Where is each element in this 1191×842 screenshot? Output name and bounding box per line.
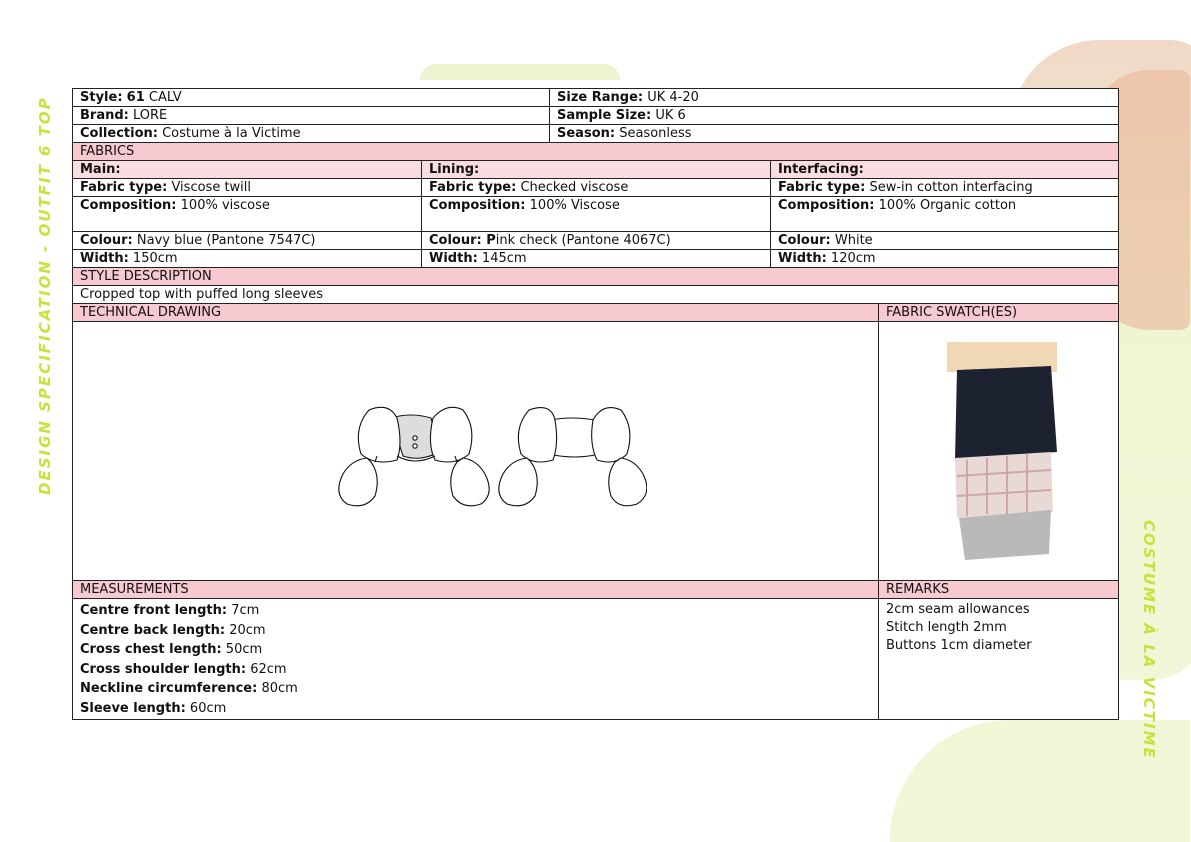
season-cell: Season: Seasonless xyxy=(550,125,1119,143)
fabric-swatch-area xyxy=(879,322,1119,581)
composition-main: Composition: 100% viscose xyxy=(73,197,422,232)
measurement-item: Cross shoulder length: 62cm xyxy=(80,661,287,677)
fabrics-header: FABRICS xyxy=(73,143,1119,161)
width-interfacing: Width: 120cm xyxy=(771,250,1119,268)
style-description-text: Cropped top with puffed long sleeves xyxy=(73,286,1119,304)
colour-lining: Colour: Pink check (Pantone 4067C) xyxy=(422,232,771,250)
fabric-lining-heading: Lining: xyxy=(422,161,771,179)
remark-item: Buttons 1cm diameter xyxy=(886,638,1032,653)
spec-sheet xyxy=(72,88,1118,720)
measurement-item: Centre front length: 7cm xyxy=(80,603,260,618)
fabric-swatches-header: FABRIC SWATCH(ES) xyxy=(879,304,1119,322)
measurements-header: MEASUREMENTS xyxy=(73,581,879,599)
remark-item: 2cm seam allowances xyxy=(886,602,1030,617)
spec-table xyxy=(72,88,1119,720)
measurements-list xyxy=(73,599,879,720)
fabric-interfacing-heading: Interfacing: xyxy=(771,161,1119,179)
remarks-list xyxy=(879,599,1119,720)
fabric-main-heading: Main: xyxy=(73,161,422,179)
fabric-type-main: Fabric type: Viscose twill xyxy=(73,179,422,197)
background-blob xyxy=(420,64,620,80)
fabric-type-lining: Fabric type: Checked viscose xyxy=(422,179,771,197)
sample-size-cell: Sample Size: UK 6 xyxy=(550,107,1119,125)
width-main: Width: 150cm xyxy=(73,250,422,268)
width-lining: Width: 145cm xyxy=(422,250,771,268)
technical-drawing-header: TECHNICAL DRAWING xyxy=(73,304,879,322)
fabric-swatch-image xyxy=(947,342,1057,562)
brand-cell: Brand: LORE xyxy=(73,107,550,125)
fabric-type-interfacing: Fabric type: Sew-in cotton interfacing xyxy=(771,179,1119,197)
style-description-header: STYLE DESCRIPTION xyxy=(73,268,1119,286)
size-range-cell: Size Range: UK 4-20 xyxy=(550,89,1119,107)
technical-drawing-sketch xyxy=(331,398,647,510)
side-title-right: COSTUME À LA VICTIME xyxy=(1140,520,1158,760)
remarks-header: REMARKS xyxy=(879,581,1119,599)
remark-item: Stitch length 2mm xyxy=(886,620,1007,635)
measurement-item: Neckline circumference: 80cm xyxy=(80,681,298,696)
measurement-item: Cross chest length: 50cm xyxy=(80,642,263,657)
style-cell: Style: 61 CALV xyxy=(73,89,550,107)
colour-main: Colour: Navy blue (Pantone 7547C) xyxy=(73,232,422,250)
collection-cell: Collection: Costume à la Victime xyxy=(73,125,550,143)
colour-interfacing: Colour: White xyxy=(771,232,1119,250)
technical-drawing-area xyxy=(73,322,879,581)
measurement-item: Centre back length: 20cm xyxy=(80,622,266,638)
side-title-left: DESIGN SPECIFICATION - OUTFIT 6 TOP xyxy=(36,96,54,495)
composition-interfacing: Composition: 100% Organic cotton xyxy=(771,197,1119,232)
measurement-item: Sleeve length: 60cm xyxy=(80,700,227,716)
composition-lining: Composition: 100% Viscose xyxy=(422,197,771,232)
